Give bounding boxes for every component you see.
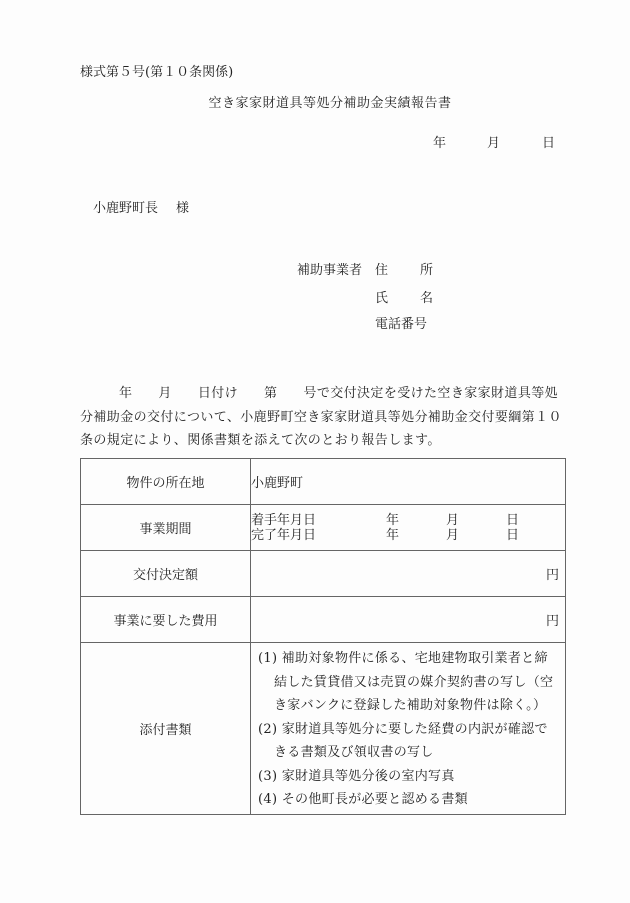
row-label: 事業期間 <box>81 505 251 551</box>
table-row-grant-amount <box>81 551 566 597</box>
location-value[interactable]: 小鹿野町 <box>251 459 566 505</box>
statement-line-3: 条の規定により、関係書類を添えて次のとおり報告します。 <box>80 433 441 448</box>
applicant-address-label: 住 所 <box>375 263 433 278</box>
statement-line-1: 年 月 日付け 第 号で交付決定を受けた空き家家財道具等処 <box>119 386 559 401</box>
row-label: 交付決定額 <box>81 551 251 597</box>
form-number: 様式第５号(第１０条関係) <box>80 65 234 80</box>
table-row-period <box>81 505 566 551</box>
row-label: 物件の所在地 <box>81 459 251 505</box>
attachment-item-cont: きる書類及び領収書の写し <box>274 745 434 760</box>
date-day: 日 <box>542 136 556 151</box>
report-table <box>80 458 566 815</box>
attachment-item-cont: 結した賃貸借又は売買の媒介契約書の写し（空 <box>274 674 554 690</box>
addressee-honorific: 様 <box>176 201 190 216</box>
applicant-phone-label: 電話番号 <box>375 317 428 332</box>
date-year: 年 <box>433 136 447 151</box>
row-label: 添付書類 <box>81 643 251 815</box>
attachment-item: (2) 家財道具等処分に要した経費の内訳が確認で <box>258 721 548 737</box>
table-row-attachments <box>81 643 566 815</box>
attachment-item: (3) 家財道具等処分後の室内写真 <box>258 768 455 784</box>
grant-amount-value[interactable]: 円 <box>251 551 566 597</box>
report-statement <box>80 382 570 453</box>
attachment-item: (4) その他町長が必要と認める書類 <box>258 792 468 807</box>
end-date-line: 完了年月日 年 月 日 <box>251 527 520 543</box>
addressee <box>93 202 189 215</box>
applicant-label: 補助事業者 <box>297 263 363 278</box>
start-date-line: 着手年月日 年 月 日 <box>251 512 520 528</box>
project-cost-value[interactable]: 円 <box>251 597 566 643</box>
addressee-name: 小鹿野町長 <box>93 201 159 216</box>
applicant-name-label: 氏 名 <box>375 291 433 306</box>
statement-line-2: 分補助金の交付について、小鹿野町空き家家財道具等処分補助金交付要綱第１０ <box>80 409 562 425</box>
period-value[interactable] <box>251 505 566 551</box>
table-row-location <box>81 459 566 505</box>
attachment-item-cont: き家バンクに登録した補助対象物件は除く。） <box>274 698 547 713</box>
attachments-list <box>251 643 566 815</box>
table-row-project-cost <box>81 597 566 643</box>
date-month: 月 <box>487 136 501 151</box>
document-title: 空き家家財道具等処分補助金実績報告書 <box>208 96 452 111</box>
row-label: 事業に要した費用 <box>81 597 251 643</box>
attachment-item: (1) 補助対象物件に係る、宅地建物取引業者と締 <box>258 651 548 666</box>
